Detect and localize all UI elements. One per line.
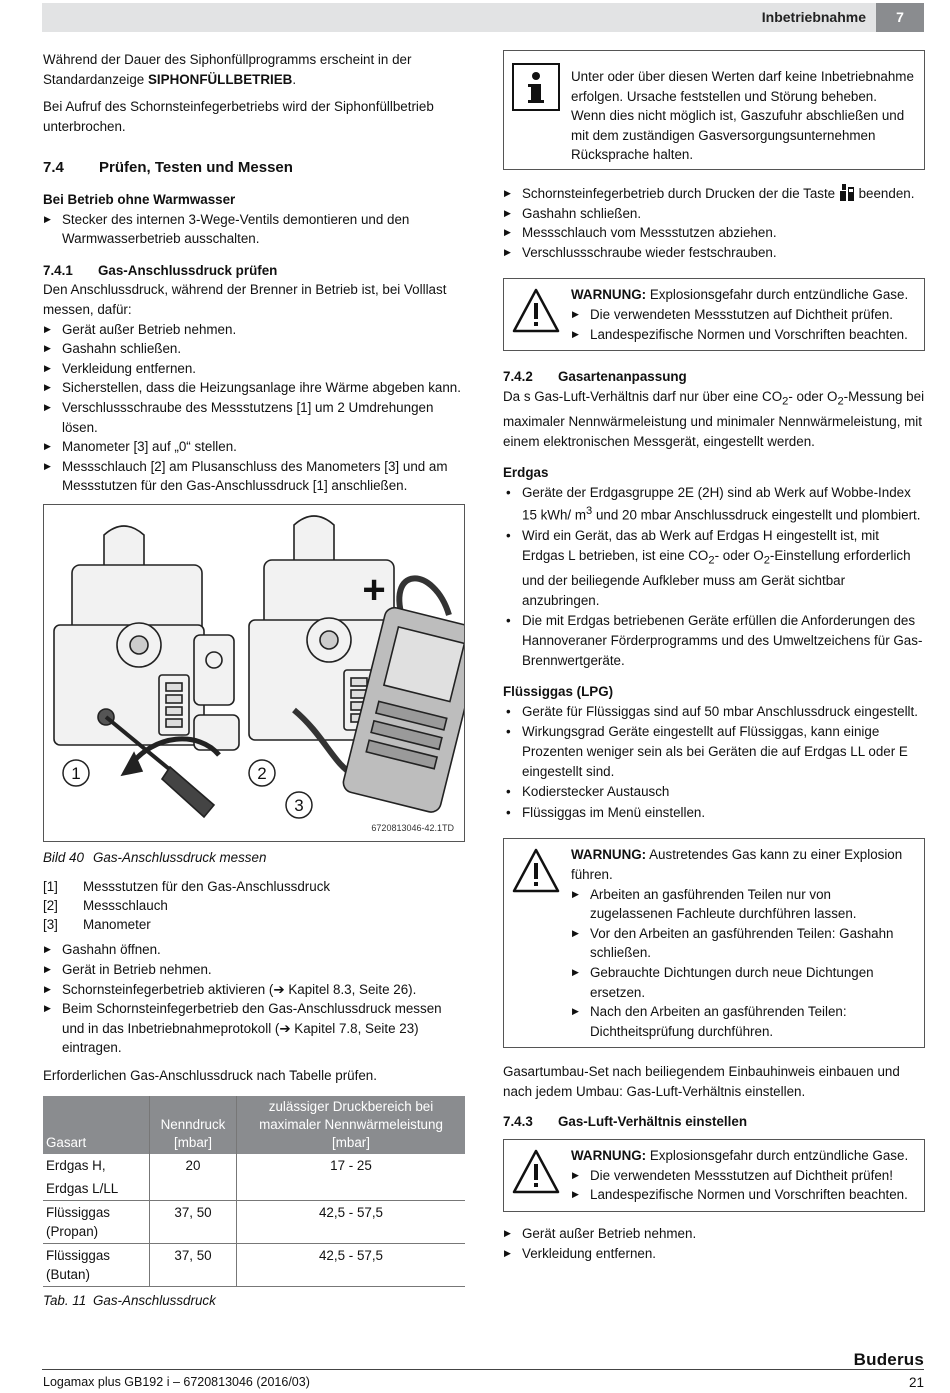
warning-notice-2 xyxy=(503,838,925,1048)
bullet-item: • Flüssiggas im Menü einstellen. xyxy=(503,803,925,823)
step-item: ▶ Schornsteinfegerbetrieb durch Drucken der die Taste beenden. xyxy=(503,184,925,204)
step-item: ▶ Vor den Arbeiten an gasführenden Teilen: Gashahn schließen. xyxy=(571,924,914,963)
paragraph-7-4-2: Da s Gas-Luft-Verhältnis darf nur über eine $CO_2-$ oder $O_2$-Messung bei maximaler Nennwärmeleistung und minimaler Nennwärmeleistung, mit einem elektronischen Messgerät, eingestellt werden. xyxy=(503,388,925,449)
cell-gasart: Flüssiggas (Butan) xyxy=(43,1243,150,1286)
step-item: ▶ Messschlauch [2] am Plusanschluss des Manometers [3] und am Messstutzen für den Gas-Anschlussdruck [1] anschließen. xyxy=(43,457,465,496)
warning-notice-1 xyxy=(503,278,925,351)
warning-steps xyxy=(571,305,914,344)
footer-doc-id: Logamax plus GB192 i – 6720813046 (2016/03) xyxy=(43,1375,310,1389)
bullet-item: • Geräte der Erdgasgruppe 2E (2H) sind ab Werk auf Wobbe-Index 15 kWh/ $m^3$ und 20 mbar Anschlussdruck eingestellt und plombiert. xyxy=(503,483,925,526)
step-item: ▶ Manometer [3] auf „0“ stellen. xyxy=(43,437,465,457)
steps-7-4-1 xyxy=(43,320,465,496)
section-7-4-3-heading: 7.4.3 Gas-Luft-Verhältnis einstellen xyxy=(503,1113,747,1129)
step-item: ▶ Die verwendeten Messstutzen auf Dichtheit prüfen! xyxy=(571,1166,914,1186)
gas-pressure-table xyxy=(43,1096,465,1287)
cell-gasart: Erdgas H, Erdgas L/LL xyxy=(43,1154,150,1201)
lpg-bullets xyxy=(503,702,925,823)
paragraph-7-4-1: Den Anschlussdruck, während der Brenner in Betrieb ist, bei Volllast messen, dafür: xyxy=(43,282,447,317)
intro-paragraph-1: Während der Dauer des Siphonfüllprogramms erscheint in der Standardanzeige SIPHONFÜLLBETRIEB. xyxy=(43,52,412,87)
step-item: ▶ Landespezifische Normen und Vorschriften beachten. xyxy=(571,1185,914,1205)
step-item: ▶ Stecker des internen 3-Wege-Ventils demontieren und den Warmwasserbetrieb ausschalten. xyxy=(43,210,465,249)
table-row xyxy=(43,1243,465,1286)
section-7-4-heading: 7.4 Prüfen, Testen und Messen xyxy=(43,159,293,177)
left-column xyxy=(43,50,465,1320)
step-item: ▶ Schornsteinfegerbetrieb aktivieren (➔ Kapitel 8.3, Seite 26). xyxy=(43,980,465,1000)
steps-7-4-3 xyxy=(503,1224,925,1263)
callout-2: 2 xyxy=(257,763,267,783)
step-item: ▶ Beim Schornsteinfegerbetrieb den Gas-Anschlussdruck messen und in das Inbetriebnahmeprotokoll (➔ Kapitel 7.8, Seite 23) eintragen. xyxy=(43,999,465,1058)
table-caption: Tab. 11 Gas-Anschlussdruck xyxy=(43,1292,216,1308)
bullet-item: • Kodierstecker Austausch xyxy=(503,782,925,802)
callout-1: 1 xyxy=(71,763,81,783)
cell-druckbereich: 42,5 - 57,5 xyxy=(237,1243,466,1286)
callout-3: 3 xyxy=(294,795,304,815)
info-text: Unter oder über diesen Werten darf keine Inbetriebnahme erfolgen. Ursache feststellen und Störung beheben. Wenn dies nicht möglich ist, Gaszufuhr abschließen und mit dem zuständigen Gasversorgungsunternehmen Rücksprache halten. xyxy=(571,69,914,163)
erdgas-bullets xyxy=(503,483,925,670)
buderus-logo: Buderus xyxy=(853,1350,924,1369)
chapter-number: 7 xyxy=(876,3,924,32)
figure-caption: Bild 40 Gas-Anschlussdruck messen xyxy=(43,849,267,865)
footer-divider xyxy=(42,1369,924,1370)
step-item: ▶ Die verwendeten Messstutzen auf Dichtheit prüfen. xyxy=(571,305,914,325)
chapter-title: Inbetriebnahme xyxy=(761,9,866,25)
table-row xyxy=(43,1200,465,1243)
page-number: 21 xyxy=(908,1375,924,1390)
step-item: ▶ Gerät in Betrieb nehmen. xyxy=(43,960,465,980)
table-header-row xyxy=(43,1096,465,1154)
cell-gasart: Flüssiggas (Propan) xyxy=(43,1200,150,1243)
warning-triangle-icon xyxy=(512,287,560,335)
step-item: ▶ Verschlussschraube wieder festschrauben. xyxy=(503,243,925,263)
step-item: ▶ Sicherstellen, dass die Heizungsanlage ihre Wärme abgeben kann. xyxy=(43,378,465,398)
figure-legend xyxy=(43,877,465,934)
step-item: ▶ Verschlussschraube des Messstutzens [1] um 2 Umdrehungen lösen. xyxy=(43,398,465,437)
figure-gas-pressure xyxy=(43,504,465,842)
step-item: ▶ Arbeiten an gasführenden Teilen nur von zugelassenen Fachleute durchführen lassen. xyxy=(571,885,914,924)
step-item: ▶ Gerät außer Betrieb nehmen. xyxy=(503,1224,925,1244)
subheading-ohne-warmwasser: Bei Betrieb ohne Warmwasser xyxy=(43,191,236,207)
step-item: ▶ Messschlauch vom Messstutzen abziehen. xyxy=(503,223,925,243)
steps-ohne-warmwasser xyxy=(43,210,465,249)
cell-druckbereich: 17 - 25 xyxy=(237,1154,466,1201)
intro-paragraph-2: Bei Aufruf des Schornsteinfegerbetriebs wird der Siphonfüllbetrieb unterbrochen. xyxy=(43,99,434,134)
legend-item: [3] Manometer xyxy=(43,917,151,933)
table-row xyxy=(43,1154,465,1201)
bullet-item: • Wird ein Gerät, das ab Werk auf Erdgas H eingestellt ist, mit Erdgas L betrieben, ist eine $CO_2-$ oder $O_2$-Einstellung erforderlich und der beiliegende Aufkleber muss am Gerät sichtbar anzubringen. xyxy=(503,526,925,610)
warning-steps xyxy=(571,1166,914,1205)
info-icon xyxy=(512,63,560,111)
lpg-heading: Flüssiggas (LPG) xyxy=(503,684,614,700)
page-header xyxy=(42,3,924,32)
step-item: ▶ Gebrauchte Dichtungen durch neue Dichtungen ersetzen. xyxy=(571,963,914,1002)
cell-nenndruck: 37, 50 xyxy=(150,1200,237,1243)
step-item: ▶ Gashahn öffnen. xyxy=(43,940,465,960)
steps-end-measurement xyxy=(503,184,925,262)
warning-steps xyxy=(571,885,914,1042)
warning-text: WARNUNG: Explosionsgefahr durch entzündliche Gase. xyxy=(571,1148,909,1164)
figure-reference: 6720813046-42.1TD xyxy=(371,823,454,834)
step-item: ▶ Gashahn schließen. xyxy=(43,339,465,359)
col-header-druckbereich: zulässiger Druckbereich bei maximaler Nennwärmeleistung [mbar] xyxy=(237,1096,466,1154)
table-intro: Erforderlichen Gas-Anschlussdruck nach Tabelle prüfen. xyxy=(43,1068,377,1084)
bullet-item: • Wirkungsgrad Geräte eingestellt auf Flüssiggas, kann einige Prozenten weniger sein als bei Geräten die auf Erdgas LL oder E eingestellt sind. xyxy=(503,722,925,781)
warning-triangle-icon xyxy=(512,847,560,895)
warning-notice-3 xyxy=(503,1139,925,1212)
section-7-4-2-heading: 7.4.2 Gasartenanpassung xyxy=(503,369,687,385)
gas-valve-illustration xyxy=(44,505,464,841)
col-header-nenndruck: Nenndruck [mbar] xyxy=(150,1096,237,1154)
info-notice xyxy=(503,50,925,170)
section-7-4-1-heading: 7.4.1 Gas-Anschlussdruck prüfen xyxy=(43,262,278,278)
step-item: ▶ Verkleidung entfernen. xyxy=(503,1244,925,1264)
step-item: ▶ Gerät außer Betrieb nehmen. xyxy=(43,320,465,340)
bullet-item: • Die mit Erdgas betriebenen Geräte erfüllen die Anforderungen des Hannoveraner Förderprogramms und des Umweltzeichens für Gas-Brennwertgeräte. xyxy=(503,611,925,670)
warning-text: WARNUNG: Explosionsgefahr durch entzündliche Gase. xyxy=(571,287,909,303)
chimney-sweep-key-icon xyxy=(839,184,855,201)
erdgas-heading: Erdgas xyxy=(503,465,549,481)
cell-nenndruck: 37, 50 xyxy=(150,1243,237,1286)
step-item: ▶ Nach den Arbeiten an gasführenden Teilen: Dichtheitsprüfung durchführen. xyxy=(571,1002,914,1041)
legend-item: [1] Messstutzen für den Gas-Anschlussdruck xyxy=(43,879,331,895)
right-column xyxy=(503,50,925,1271)
col-header-gasart: Gasart xyxy=(43,1096,150,1154)
cell-druckbereich: 42,5 - 57,5 xyxy=(237,1200,466,1243)
legend-item: [2] Messschlauch xyxy=(43,898,168,914)
step-item: ▶ Verkleidung entfernen. xyxy=(43,359,465,379)
warning-text: WARNUNG: Austretendes Gas kann zu einer Explosion führen. xyxy=(571,847,903,882)
steps-after-figure xyxy=(43,940,465,1058)
step-item: ▶ Gashahn schließen. xyxy=(503,204,925,224)
cell-nenndruck: 20 xyxy=(150,1154,237,1201)
paragraph-gasartumbau: Gasartumbau-Set nach beiliegendem Einbauhinweis einbauen und nach jedem Umbau: Gas-Luft-Verhältnis einstellen. xyxy=(503,1064,900,1099)
bullet-item: • Geräte für Flüssiggas sind auf 50 mbar Anschlussdruck eingestellt. xyxy=(503,702,925,722)
step-item: ▶ Landespezifische Normen und Vorschriften beachten. xyxy=(571,325,914,345)
warning-triangle-icon xyxy=(512,1148,560,1196)
plus-sign: + xyxy=(362,567,386,612)
